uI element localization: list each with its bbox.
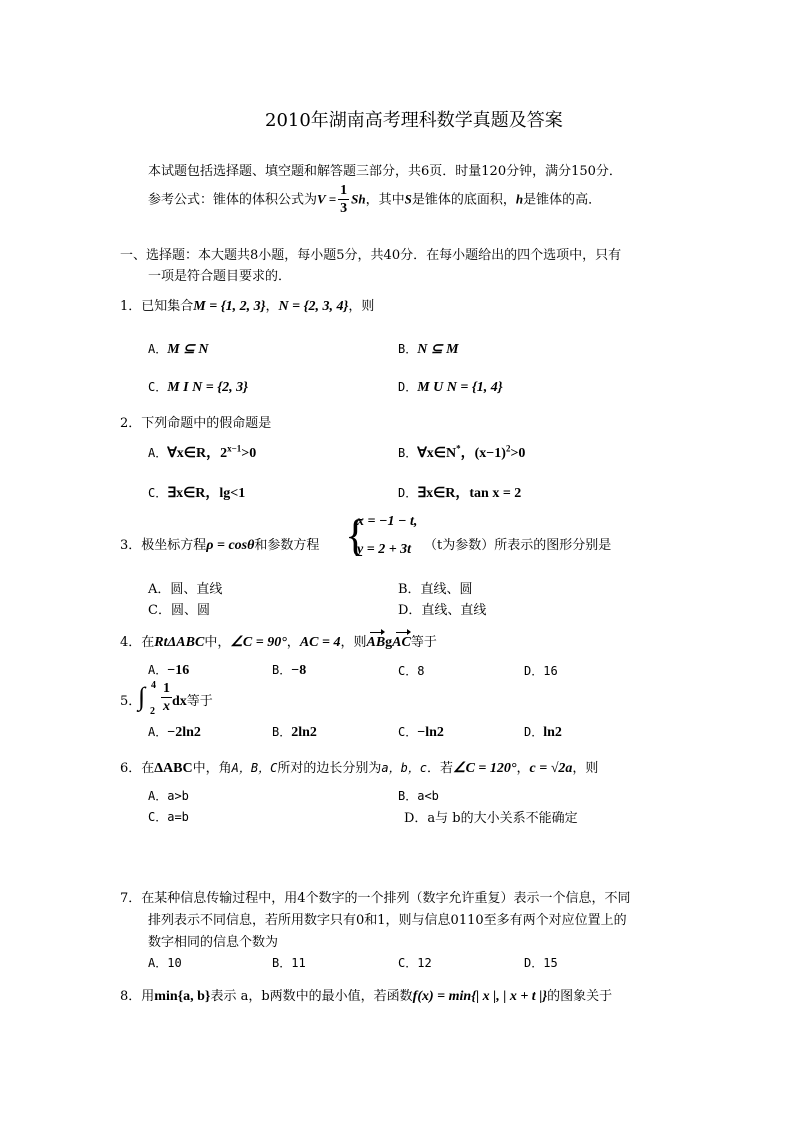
q3-option-c: C．圆、圆 <box>148 603 210 618</box>
q7-option-d: D．15 <box>524 956 558 970</box>
q1-option-c: C．M I N = {2, 3} <box>148 380 248 395</box>
q3-option-b: B．直线、圆 <box>398 582 473 597</box>
one-over-x-fraction: $\frac{1}{x}$ <box>163 681 170 714</box>
q4-option-b: B．−8 <box>272 663 307 678</box>
intro-line-2: 参考公式：锥体的体积公式为V = $\frac{1}{3}$ Sh，其中S是锥体的底面积，h是锥体的高． <box>148 183 602 216</box>
integral-lower-limit: 2 <box>150 706 155 717</box>
q3-option-a: A．圆、直线 <box>148 582 223 597</box>
one-third-fraction: $\frac{1}{3}$ <box>340 183 348 216</box>
set-m: M = {1, 2, 3} <box>193 299 266 314</box>
question-7-line-1: 7．在某种信息传输过程中，用4个数字的一个排列（数字允许重复）表示一个信息，不同 <box>120 891 631 906</box>
q2-option-b: B．∀x∈N*，$(x-1)^2>0$ <box>398 443 526 461</box>
q4-option-d: D．16 <box>524 664 558 678</box>
page-title: 2010年湖南高考理科数学真题及答案 <box>265 110 563 131</box>
q2-option-d: D．∃x∈R，tan x = 2 <box>398 486 522 501</box>
q7-option-a: A．10 <box>148 956 182 970</box>
set-n: N = {2, 3, 4} <box>278 299 349 314</box>
q1-option-b: B．N ⊆ M <box>398 342 459 357</box>
q5-option-c: C．−ln2 <box>398 725 444 740</box>
param-eq-x: x = −1 − t, <box>357 514 418 529</box>
integral-sign: ∫ <box>138 682 146 711</box>
q7-option-c: C．12 <box>398 956 432 970</box>
q4-option-a: A．−16 <box>148 663 190 678</box>
polar-equation: ρ = cosθ <box>206 538 255 553</box>
q4-option-c: C．8 <box>398 664 425 678</box>
question-8-stem: 8．用min{a, b}表示 a，b两数中的最小值，若函数f(x) = min{| x |, | x + t |}的图象关于 <box>120 989 613 1004</box>
vector-ab: AB <box>366 635 386 650</box>
volume-lhs: V = <box>317 191 337 207</box>
q3-option-d: D．直线、直线 <box>398 603 487 618</box>
question-5-stem-end: dx等于 <box>172 694 213 709</box>
q1-option-a: A．M ⊆ N <box>148 342 209 357</box>
param-eq-y: y = 2 + 3t <box>357 542 412 557</box>
volume-rhs: Sh <box>351 191 366 207</box>
intro-line-1: 本试题包括选择题、填空题和解答题三部分，共6页．时量120分钟，满分150分． <box>148 164 622 179</box>
integral-upper-limit: 4 <box>151 680 156 691</box>
q5-option-d: D．ln2 <box>524 725 562 740</box>
question-6-stem: 6．在ΔABC中，角A，B，C所对的边长分别为a，b，c．若∠C = 120°，c = √2a，则 <box>120 761 599 776</box>
q6-option-d: D．a与 b的大小关系不能确定 <box>404 811 578 826</box>
question-2-stem: 2．下列命题中的假命题是 <box>120 416 272 431</box>
section-heading-line-1: 一、选择题：本大题共8小题，每小题5分，共40分．在每小题给出的四个选项中，只有 <box>120 248 622 263</box>
system-brace: { <box>345 511 367 560</box>
question-3-stem-pre: 3．极坐标方程ρ = cosθ和参数方程 <box>120 538 320 553</box>
question-7-line-2: 排列表示不同信息，若所用数字只有0和1，则与信息0110至多有两个对应位置上的 <box>148 913 627 928</box>
q1-option-d: D．M U N = {1, 4} <box>398 380 503 395</box>
q5-option-a: A．−2ln2 <box>148 725 201 740</box>
section-heading-line-2: 一项是符合题目要求的． <box>148 269 292 284</box>
q7-option-b: B．11 <box>272 956 306 970</box>
q6-option-c: C．a=b <box>148 810 189 824</box>
question-1-stem: 1．已知集合M = {1, 2, 3}，N = {2, 3, 4}，则 <box>120 299 375 314</box>
q2-option-a: A．∀x∈R，$2^{x-1}>0$ <box>148 443 257 461</box>
question-4-stem: 4．在RtΔABC中，∠C = 90°，AC = 4，则ABgAC等于 <box>120 635 437 650</box>
q5-option-b: B．2ln2 <box>272 725 317 740</box>
q6-option-a: A．a>b <box>148 789 189 803</box>
question-7-line-3: 数字相同的信息个数为 <box>148 935 279 950</box>
intro-formula-label: 参考公式：锥体的体积公式为 <box>148 192 318 208</box>
q2-option-c: C．∃x∈R，lg<1 <box>148 486 246 501</box>
question-3-stem-end: （t为参数）所表示的图形分别是 <box>424 538 612 553</box>
vector-ac: AC <box>392 635 411 650</box>
question-5-stem: 5． <box>120 694 142 709</box>
q6-option-b: B．a<b <box>398 789 439 803</box>
